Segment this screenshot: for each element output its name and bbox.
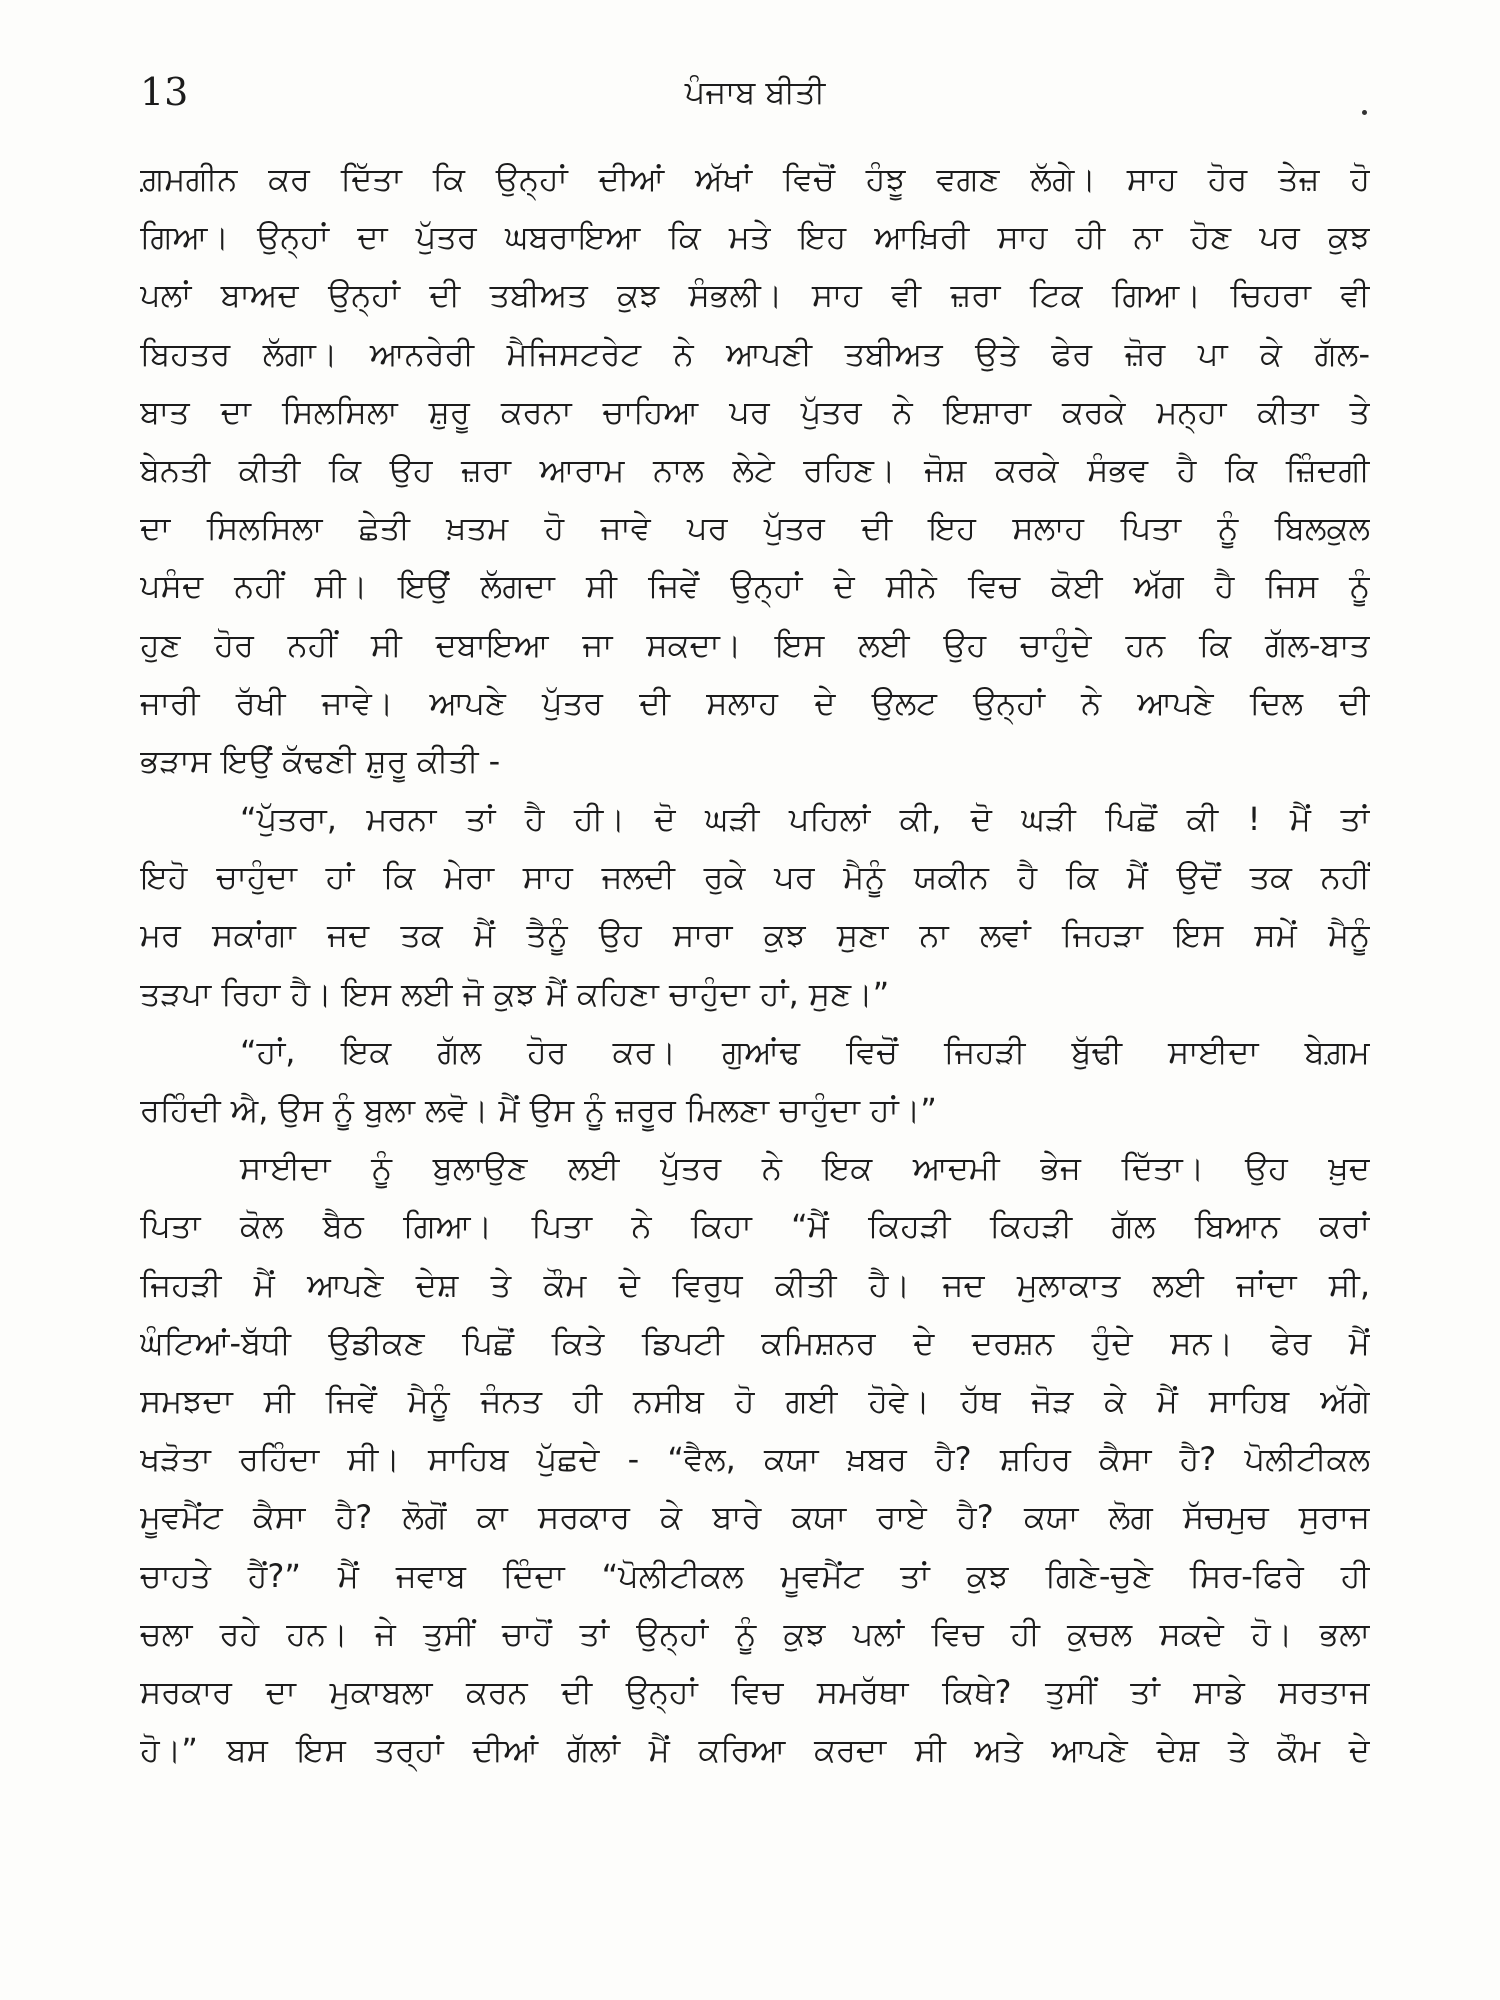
text-line: ਪਸੰਦ ਨਹੀਂ ਸੀ। ਇਉਂ ਲੱਗਦਾ ਸੀ ਜਿਵੇਂ ਉਨ੍ਹਾਂ ਦੇ ਸੀਨੇ ਵਿਚ ਕੋਈ ਅੱਗ ਹੈ ਜਿਸ ਨੂੰ [140,567,1370,606]
page-number: 13 [140,70,189,114]
text-line: ਚਲਾ ਰਹੇ ਹਨ। ਜੇ ਤੁਸੀਂ ਚਾਹੋਂ ਤਾਂ ਉਨ੍ਹਾਂ ਨੂੰ ਕੁਝ ਪਲਾਂ ਵਿਚ ਹੀ ਕੁਚਲ ਸਕਦੇ ਹੋ। ਭਲਾ [140,1614,1370,1653]
text-line: ਮੂਵਮੈਂਟ ਕੈਸਾ ਹੈ? ਲੋਗੋਂ ਕਾ ਸਰਕਾਰ ਕੇ ਬਾਰੇ ਕਯਾ ਰਾਏ ਹੈ? ਕਯਾ ਲੋਗ ਸੱਚਮੁਚ ਸੁਰਾਜ [140,1498,1370,1537]
text-line: ਬਾਤ ਦਾ ਸਿਲਸਿਲਾ ਸ਼ੁਰੂ ਕਰਨਾ ਚਾਹਿਆ ਪਰ ਪੁੱਤਰ ਨੇ ਇਸ਼ਾਰਾ ਕਰਕੇ ਮਨ੍ਹਾ ਕੀਤਾ ਤੇ [140,392,1370,431]
text-line: ਮਰ ਸਕਾਂਗਾ ਜਦ ਤਕ ਮੈਂ ਤੈਨੂੰ ਉਹ ਸਾਰਾ ਕੁਝ ਸੁਣਾ ਨਾ ਲਵਾਂ ਜਿਹੜਾ ਇਸ ਸਮੇਂ ਮੈਨੂੰ [140,916,1370,955]
text-line: ਜਾਰੀ ਰੱਖੀ ਜਾਵੇ। ਆਪਣੇ ਪੁੱਤਰ ਦੀ ਸਲਾਹ ਦੇ ਉਲਟ ਉਨ੍ਹਾਂ ਨੇ ਆਪਣੇ ਦਿਲ ਦੀ [140,683,1370,722]
text-line: ਭੜਾਸ ਇਉਂ ਕੱਢਣੀ ਸ਼ੁਰੂ ਕੀਤੀ - [140,741,501,780]
text-line: ਦਾ ਸਿਲਸਿਲਾ ਛੇਤੀ ਖ਼ਤਮ ਹੋ ਜਾਵੇ ਪਰ ਪੁੱਤਰ ਦੀ ਇਹ ਸਲਾਹ ਪਿਤਾ ਨੂੰ ਬਿਲਕੁਲ [140,509,1370,548]
text-line: ਚਾਹਤੇ ਹੈਂ?” ਮੈਂ ਜਵਾਬ ਦਿੰਦਾ “ਪੋਲੀਟੀਕਲ ਮੂਵਮੈਂਟ ਤਾਂ ਕੁਝ ਗਿਣੇ-ਚੁਣੇ ਸਿਰ-ਫਿਰੇ ਹੀ [140,1556,1370,1595]
running-title: ਪੰਜਾਬ ਬੀਤੀ [684,73,826,111]
print-speck [1362,110,1367,115]
text-line: ਜਿਹੜੀ ਮੈਂ ਆਪਣੇ ਦੇਸ਼ ਤੇ ਕੌਮ ਦੇ ਵਿਰੁਧ ਕੀਤੀ ਹੈ। ਜਦ ਮੁਲਾਕਾਤ ਲਈ ਜਾਂਦਾ ਸੀ, [140,1265,1370,1304]
text-line: ਇਹੋ ਚਾਹੁੰਦਾ ਹਾਂ ਕਿ ਮੇਰਾ ਸਾਹ ਜਲਦੀ ਰੁਕੇ ਪਰ ਮੈਨੂੰ ਯਕੀਨ ਹੈ ਕਿ ਮੈਂ ਉਦੋਂ ਤਕ ਨਹੀਂ [140,858,1370,897]
body-text [140,150,1370,1779]
text-line: “ਪੁੱਤਰਾ, ਮਰਨਾ ਤਾਂ ਹੈ ਹੀ। ਦੋ ਘੜੀ ਪਹਿਲਾਂ ਕੀ, ਦੋ ਘੜੀ ਪਿਛੋਂ ਕੀ ! ਮੈਂ ਤਾਂ [240,800,1370,839]
text-line: ਰਹਿੰਦੀ ਐ, ਉਸ ਨੂੰ ਬੁਲਾ ਲਵੋ। ਮੈਂ ਉਸ ਨੂੰ ਜ਼ਰੂਰ ਮਿਲਣਾ ਚਾਹੁੰਦਾ ਹਾਂ।” [140,1091,937,1129]
text-line: ਘੰਟਿਆਂ-ਬੱਧੀ ਉਡੀਕਣ ਪਿਛੋਂ ਕਿਤੇ ਡਿਪਟੀ ਕਮਿਸ਼ਨਰ ਦੇ ਦਰਸ਼ਨ ਹੁੰਦੇ ਸਨ। ਫੇਰ ਮੈਂ [140,1323,1370,1362]
text-line: ਬਿਹਤਰ ਲੱਗਾ। ਆਨਰੇਰੀ ਮੈਜਿਸਟਰੇਟ ਨੇ ਆਪਣੀ ਤਬੀਅਤ ਉਤੇ ਫੇਰ ਜ਼ੋਰ ਪਾ ਕੇ ਗੱਲ- [140,334,1370,373]
text-line: ਸਾਈਦਾ ਨੂੰ ਬੁਲਾਉਣ ਲਈ ਪੁੱਤਰ ਨੇ ਇਕ ਆਦਮੀ ਭੇਜ ਦਿੱਤਾ। ਉਹ ਖ਼ੁਦ [240,1149,1370,1188]
text-line: ਗ਼ਮਗੀਨ ਕਰ ਦਿੱਤਾ ਕਿ ਉਨ੍ਹਾਂ ਦੀਆਂ ਅੱਖਾਂ ਵਿਚੋਂ ਹੰਝੂ ਵਗਣ ਲੱਗੇ। ਸਾਹ ਹੋਰ ਤੇਜ਼ ਹੋ [140,160,1370,198]
text-line: ਪਲਾਂ ਬਾਅਦ ਉਨ੍ਹਾਂ ਦੀ ਤਬੀਅਤ ਕੁਝ ਸੰਭਲੀ। ਸਾਹ ਵੀ ਜ਼ਰਾ ਟਿਕ ਗਿਆ। ਚਿਹਰਾ ਵੀ [140,276,1370,315]
text-line: ਹੋ।” ਬਸ ਇਸ ਤਰ੍ਹਾਂ ਦੀਆਂ ਗੱਲਾਂ ਮੈਂ ਕਰਿਆ ਕਰਦਾ ਸੀ ਅਤੇ ਆਪਣੇ ਦੇਸ਼ ਤੇ ਕੌਮ ਦੇ [140,1731,1370,1770]
text-line: ਗਿਆ। ਉਨ੍ਹਾਂ ਦਾ ਪੁੱਤਰ ਘਬਰਾਇਆ ਕਿ ਮਤੇ ਇਹ ਆਖ਼ਿਰੀ ਸਾਹ ਹੀ ਨਾ ਹੋਣ ਪਰ ਕੁਝ [140,218,1370,257]
text-line: ਸਮਝਦਾ ਸੀ ਜਿਵੇਂ ਮੈਨੂੰ ਜੰਨਤ ਹੀ ਨਸੀਬ ਹੋ ਗਈ ਹੋਵੇ। ਹੱਥ ਜੋੜ ਕੇ ਮੈਂ ਸਾਹਿਬ ਅੱਗੇ [140,1381,1370,1420]
text-line: ਹੁਣ ਹੋਰ ਨਹੀਂ ਸੀ ਦਬਾਇਆ ਜਾ ਸਕਦਾ। ਇਸ ਲਈ ਉਹ ਚਾਹੁੰਦੇ ਹਨ ਕਿ ਗੱਲ-ਬਾਤ [140,625,1370,664]
page-header [140,62,1370,122]
text-line: ਬੇਨਤੀ ਕੀਤੀ ਕਿ ਉਹ ਜ਼ਰਾ ਆਰਾਮ ਨਾਲ ਲੇਟੇ ਰਹਿਣ। ਜੋਸ਼ ਕਰਕੇ ਸੰਭਵ ਹੈ ਕਿ ਜ਼ਿੰਦਗੀ [140,450,1370,489]
text-line: ਤੜਪਾ ਰਿਹਾ ਹੈ। ਇਸ ਲਈ ਜੋ ਕੁਝ ਮੈਂ ਕਹਿਣਾ ਚਾਹੁੰਦਾ ਹਾਂ, ਸੁਣ।” [140,974,890,1013]
text-line: ਖੜੋਤਾ ਰਹਿੰਦਾ ਸੀ। ਸਾਹਿਬ ਪੁੱਛਦੇ - “ਵੈਲ, ਕਯਾ ਖ਼ਬਰ ਹੈ? ਸ਼ਹਿਰ ਕੈਸਾ ਹੈ? ਪੋਲੀਟੀਕਲ [140,1440,1370,1479]
text-line: ਸਰਕਾਰ ਦਾ ਮੁਕਾਬਲਾ ਕਰਨ ਦੀ ਉਨ੍ਹਾਂ ਵਿਚ ਸਮਰੱਥਾ ਕਿਥੇ? ਤੁਸੀਂ ਤਾਂ ਸਾਡੇ ਸਰਤਾਜ [140,1672,1370,1711]
text-line: ਪਿਤਾ ਕੋਲ ਬੈਠ ਗਿਆ। ਪਿਤਾ ਨੇ ਕਿਹਾ “ਮੈਂ ਕਿਹੜੀ ਕਿਹੜੀ ਗੱਲ ਬਿਆਨ ਕਰਾਂ [140,1207,1370,1246]
text-line: “ਹਾਂ, ਇਕ ਗੱਲ ਹੋਰ ਕਰ। ਗੁਆਂਢ ਵਿਚੋਂ ਜਿਹੜੀ ਬੁੱਢੀ ਸਾਈਦਾ ਬੇਗ਼ਮ [240,1032,1370,1071]
